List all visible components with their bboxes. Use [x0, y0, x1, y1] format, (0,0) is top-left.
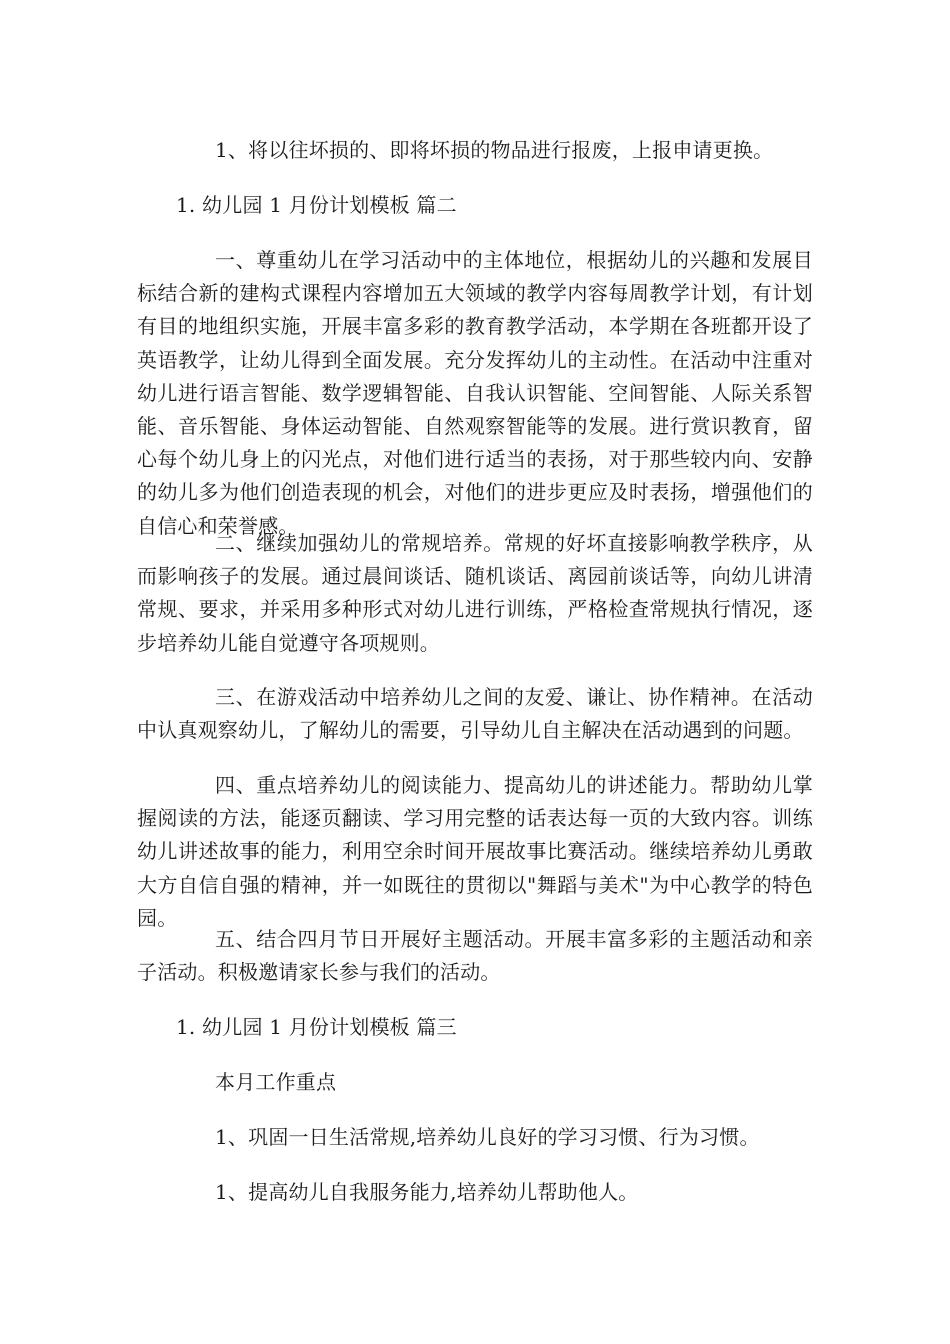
subheading-monthly-focus: 本月工作重点 [215, 1070, 337, 1094]
paragraph-three: 三、在游戏活动中培养幼儿之间的友爱、谦让、协作精神。在活动中认真观察幼儿，了解幼儿的需要，引导幼儿自主解决在活动遇到的问题。 [137, 685, 813, 743]
paragraph-five: 五、结合四月节日开展好主题活动。开展丰富多彩的主题活动和亲子活动。积极邀请家长参与我们的活动。 [137, 927, 813, 985]
list-item-self-service: 1、提高幼儿自我服务能力,培养幼儿帮助他人。 [215, 1180, 639, 1204]
section-heading-part-three: 1. 幼儿园 1 月份计划模板 篇三 [176, 1015, 457, 1039]
paragraph-one: 一、尊重幼儿在学习活动中的主体地位，根据幼儿的兴趣和发展目标结合新的建构式课程内容增加五大领域的教学内容每周教学计划，有计划有目的地组织实施，开展丰富多彩的教育教学活动，本学期在各班都开设了英语教学，让幼儿得到全面发展。充分发挥幼儿的主动性。在活动中注重对幼儿进行语言智能、数学逻辑智能、自我认识智能、空间智能、人际关系智能、音乐智能、身体运动智能、自然观察智能等的发展。进行赏识教育，留心每个幼儿身上的闪光点，对他们进行适当的表扬，对于那些较内向、安静的幼儿多为他们创造表现的机会，对他们的进步更应及时表扬，增强他们的自信心和荣誉感。 [137, 248, 813, 538]
section-heading-part-two: 1. 幼儿园 1 月份计划模板 篇二 [176, 193, 457, 217]
list-item-replace-items: 1、将以往坏损的、即将坏损的物品进行报废，上报申请更换。 [215, 138, 774, 162]
paragraph-four: 四、重点培养幼儿的阅读能力、提高幼儿的讲述能力。帮助幼儿掌握阅读的方法，能逐页翻读、学习用完整的话表达每一页的大致内容。训练幼儿讲述故事的能力，利用空余时间开展故事比赛活动。继续培养幼儿勇敢大方自信自强的精神，并一如既往的贯彻以"舞蹈与美术"为中心教学的特色园。 [137, 773, 813, 930]
paragraph-two: 二、继续加强幼儿的常规培养。常规的好坏直接影响教学秩序，从而影响孩子的发展。通过晨间谈话、随机谈话、离园前谈话等，向幼儿讲清常规、要求，并采用多种形式对幼儿进行训练，严格检查常规执行情况，逐步培养幼儿能自觉遵守各项规则。 [137, 531, 813, 655]
list-item-daily-routine: 1、巩固一日生活常规,培养幼儿良好的学习习惯、行为习惯。 [215, 1125, 760, 1149]
